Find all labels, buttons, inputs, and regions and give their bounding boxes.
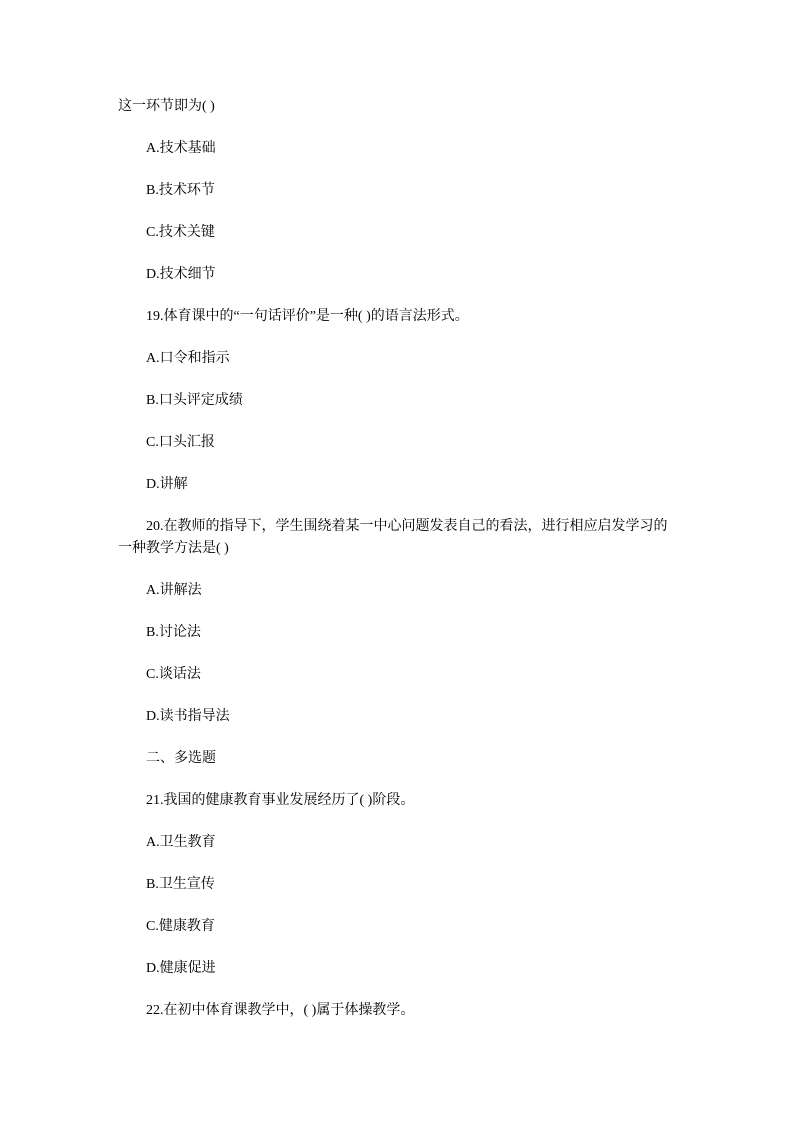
question-18-option-a: A.技术基础	[146, 141, 216, 156]
question-21-option-b: B.卫生宣传	[146, 877, 215, 892]
question-19: 19.体育课中的“一句话评价”是一种( )的语言法形式。	[146, 309, 469, 324]
question-20-option-a: A.讲解法	[146, 583, 202, 598]
question-19-option-d: D.讲解	[146, 477, 188, 492]
question-20-option-c: C.谈话法	[146, 667, 201, 682]
question-21-option-a: A.卫生教育	[146, 835, 216, 850]
question-18-option-b: B.技术环节	[146, 183, 215, 198]
question-21-option-d: D.健康促进	[146, 961, 216, 976]
question-20-option-d: D.读书指导法	[146, 709, 230, 724]
question-18-option-d: D.技术细节	[146, 267, 216, 282]
question-18-continuation: 这一环节即为( )	[118, 99, 215, 114]
question-18-option-c: C.技术关键	[146, 225, 215, 240]
question-20-option-b: B.讨论法	[146, 625, 201, 640]
question-20: 20.在教师的指导下，学生围绕着某一中心问题发表自己的看法，进行相应启发学习的一种教学方法是( )	[118, 519, 668, 556]
question-19-option-c: C.口头汇报	[146, 435, 215, 450]
question-22: 22.在初中体育课教学中，( )属于体操教学。	[146, 1003, 415, 1018]
question-19-option-b: B.口头评定成绩	[146, 393, 243, 408]
question-21-option-c: C.健康教育	[146, 919, 215, 934]
question-19-option-a: A.口令和指示	[146, 351, 230, 366]
question-21: 21.我国的健康教育事业发展经历了( )阶段。	[146, 793, 415, 808]
section-heading-multi-select: 二、多选题	[146, 751, 216, 766]
document-body	[118, 96, 676, 1022]
